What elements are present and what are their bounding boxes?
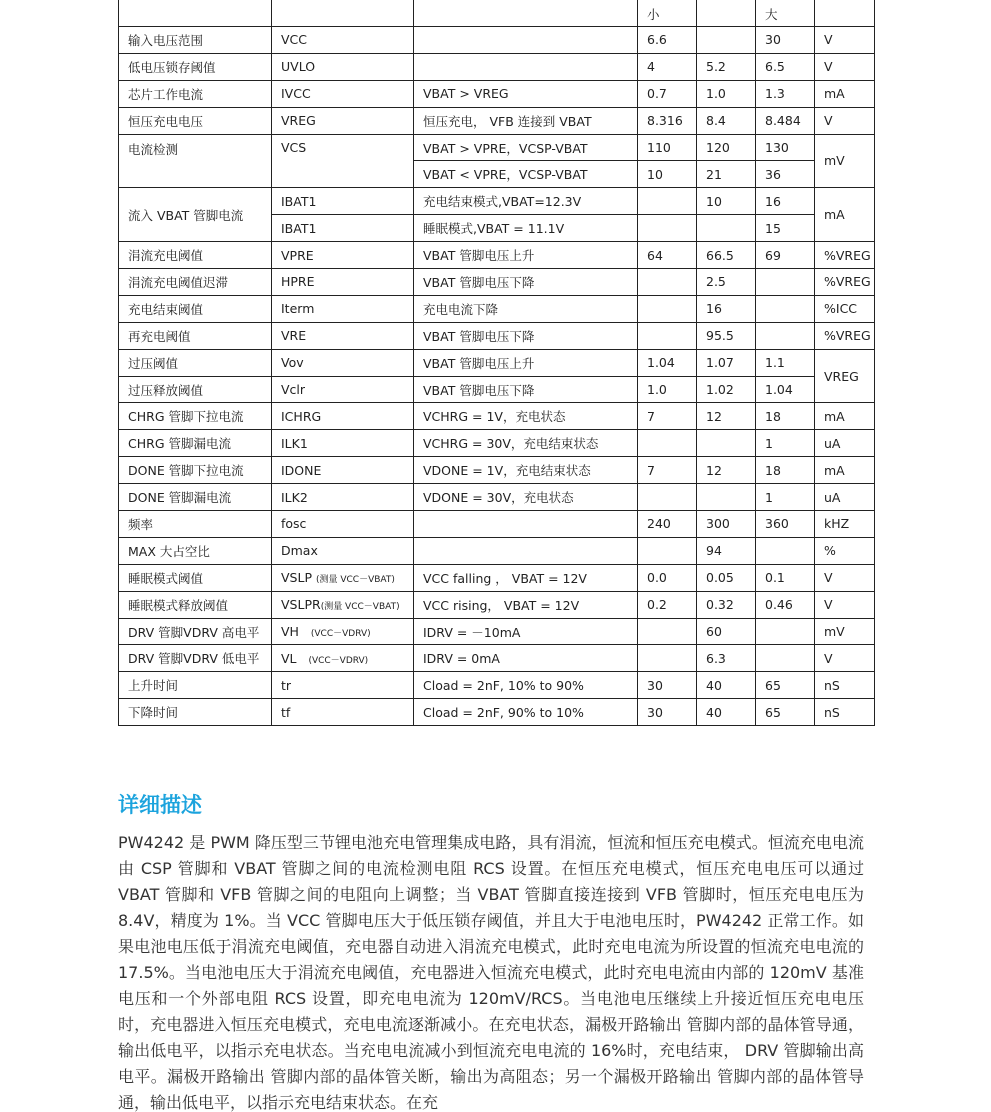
min-cell — [638, 537, 697, 564]
table-header-row — [119, 0, 875, 27]
min-cell: 64 — [638, 242, 697, 269]
param-cell: DRV 管脚VDRV 低电平 — [119, 645, 272, 672]
param-cell: 低电压锁存阈值 — [119, 53, 272, 80]
param-cell: 睡眠模式阈值 — [119, 564, 272, 591]
symbol-text: VSLP — [281, 570, 312, 586]
min-cell: 4 — [638, 53, 697, 80]
min-cell — [638, 295, 697, 322]
symbol-cell: UVLO — [272, 53, 414, 80]
param-cell: MAX 大占空比 — [119, 537, 272, 564]
condition-cell: VBAT 管脚电压上升 — [414, 349, 638, 376]
max-cell: 18 — [756, 457, 815, 484]
typ-cell: 1.02 — [697, 376, 756, 403]
min-cell: 6.6 — [638, 27, 697, 54]
symbol-cell — [272, 618, 414, 645]
condition-cell: IDRV = 0mA — [414, 645, 638, 672]
max-cell: 65 — [756, 672, 815, 699]
max-cell: 30 — [756, 27, 815, 54]
symbol-text: VSLPR — [281, 597, 321, 613]
table-row — [119, 457, 875, 484]
unit-cell: uA — [815, 484, 875, 511]
typ-cell: 5.2 — [697, 53, 756, 80]
max-cell: 360 — [756, 511, 815, 538]
typ-cell: 2.5 — [697, 269, 756, 296]
typ-cell: 66.5 — [697, 242, 756, 269]
condition-cell — [414, 27, 638, 54]
min-cell: 10 — [638, 161, 697, 188]
min-cell — [638, 188, 697, 215]
condition-cell — [414, 511, 638, 538]
typ-cell: 95.5 — [697, 322, 756, 349]
typ-cell: 1.0 — [697, 80, 756, 107]
symbol-cell: HPRE — [272, 269, 414, 296]
unit-cell: V — [815, 53, 875, 80]
header-cell-symbol — [272, 0, 414, 27]
max-cell — [756, 645, 815, 672]
condition-cell — [414, 537, 638, 564]
header-cell-min: 小 — [638, 0, 697, 27]
max-cell: 1 — [756, 484, 815, 511]
unit-cell: mA — [815, 457, 875, 484]
table-row — [119, 537, 875, 564]
unit-cell: kHZ — [815, 511, 875, 538]
typ-cell — [697, 484, 756, 511]
param-cell: 下降时间 — [119, 699, 272, 726]
condition-cell: VBAT > VREG — [414, 80, 638, 107]
condition-cell: VCC falling ， VBAT = 12V — [414, 564, 638, 591]
symbol-note: (测量 VCC－VBAT) — [315, 575, 395, 586]
section-title: 详细描述 — [118, 793, 202, 817]
condition-cell: 睡眠模式,VBAT = 11.1V — [414, 215, 638, 242]
param-cell: 恒压充电电压 — [119, 107, 272, 134]
table-row — [119, 591, 875, 618]
typ-cell: 120 — [697, 134, 756, 161]
condition-cell: VBAT 管脚电压下降 — [414, 269, 638, 296]
min-cell: 240 — [638, 511, 697, 538]
condition-cell: VBAT > VPRE，VCSP-VBAT — [414, 134, 638, 161]
table-row — [119, 618, 875, 645]
symbol-text: VL — [281, 650, 297, 666]
symbol-cell: IDONE — [272, 457, 414, 484]
condition-cell: VBAT 管脚电压下降 — [414, 376, 638, 403]
table-row — [119, 349, 875, 376]
unit-cell: nS — [815, 672, 875, 699]
symbol-note: (VCC－VDRV) — [310, 629, 371, 640]
min-cell — [638, 269, 697, 296]
min-cell: 0.7 — [638, 80, 697, 107]
table-row — [119, 295, 875, 322]
unit-cell: mA — [815, 403, 875, 430]
symbol-cell — [272, 564, 414, 591]
max-cell: 0.46 — [756, 591, 815, 618]
header-cell-typ — [697, 0, 756, 27]
max-cell — [756, 618, 815, 645]
condition-cell: VDONE = 1V，充电结束状态 — [414, 457, 638, 484]
condition-cell: Cload = 2nF, 90% to 10% — [414, 699, 638, 726]
symbol-cell: VRE — [272, 322, 414, 349]
typ-cell: 10 — [697, 188, 756, 215]
max-cell: 1.04 — [756, 376, 815, 403]
symbol-cell: Iterm — [272, 295, 414, 322]
max-cell: 16 — [756, 188, 815, 215]
symbol-cell: IBAT1 — [272, 215, 414, 242]
param-cell: CHRG 管脚下拉电流 — [119, 403, 272, 430]
param-cell: 睡眠模式释放阈值 — [119, 591, 272, 618]
unit-cell: %VREG — [815, 269, 875, 296]
condition-cell: VCC rising， VBAT = 12V — [414, 591, 638, 618]
symbol-cell: VCC — [272, 27, 414, 54]
symbol-cell: Dmax — [272, 537, 414, 564]
unit-cell: nS — [815, 699, 875, 726]
unit-cell: V — [815, 564, 875, 591]
param-cell: CHRG 管脚漏电流 — [119, 430, 272, 457]
typ-cell: 60 — [697, 618, 756, 645]
section-body: PW4242 是 PWM 降压型三节锂电池充电管理集成电路，具有涓流，恒流和恒压充电模式。恒流充电电流由 CSP 管脚和 VBAT 管脚之间的电流检测电阻 RCS 设置。在恒压充电模式，恒压充电电压可以通过 VBAT 管脚和 VFB 管脚之间的电阻向上调整；当 VBAT 管脚直接连接到 VFB 管脚时，恒压充电电压为 8.4V，精度为 1%。当 VCC 管脚电压大于低压锁存阈值，并且大于电池电压时，PW4242 正常工作。如果电池电压低于涓流充电阈值，充电器自动进入涓流充电模式，此时充电电流为所设置的恒流充电电流的 17.5%。当电池电压大于涓流充电阈值，充电器进入恒流充电模式，此时充电电流由内部的 120mV 基准电压和一个外部电阻 RCS 设置，即充电电流为 120mV/RCS。当电池电压继续上升接近恒压充电电压时，充电器进入恒压充电模式，充电电流逐渐减小。在充电状态，漏极开路输出 管脚内部的晶体管导通，输出低电平，以指示充电状态。当充电电流减小到恒流充电电流的 16%时，充电结束， DRV 管脚输出高电平。漏极开路输出 管脚内部的晶体管关断，输出为高阻态；另一个漏极开路输出 管脚内部的晶体管导通，输出低电平，以指示充电结束状态。在充 — [118, 833, 864, 1112]
min-cell: 0.0 — [638, 564, 697, 591]
param-cell: 过压阈值 — [119, 349, 272, 376]
param-cell: 频率 — [119, 511, 272, 538]
max-cell: 18 — [756, 403, 815, 430]
symbol-cell: tr — [272, 672, 414, 699]
max-cell: 130 — [756, 134, 815, 161]
condition-cell: Cload = 2nF, 10% to 90% — [414, 672, 638, 699]
table-row — [119, 511, 875, 538]
table-row — [119, 53, 875, 80]
symbol-cell: VPRE — [272, 242, 414, 269]
condition-cell: 充电电流下降 — [414, 295, 638, 322]
condition-cell — [414, 53, 638, 80]
table-row — [119, 403, 875, 430]
symbol-cell: IVCC — [272, 80, 414, 107]
table-row — [119, 27, 875, 54]
symbol-cell: IBAT1 — [272, 188, 414, 215]
unit-cell: V — [815, 591, 875, 618]
table-row — [119, 645, 875, 672]
condition-cell: VDONE = 30V，充电状态 — [414, 484, 638, 511]
symbol-text: VH — [281, 624, 299, 640]
condition-cell: VBAT 管脚电压上升 — [414, 242, 638, 269]
symbol-cell: ICHRG — [272, 403, 414, 430]
max-cell: 15 — [756, 215, 815, 242]
condition-cell: IDRV = －10mA — [414, 618, 638, 645]
min-cell: 110 — [638, 134, 697, 161]
param-cell: 过压释放阈值 — [119, 376, 272, 403]
symbol-cell: Vclr — [272, 376, 414, 403]
table-row — [119, 699, 875, 726]
symbol-cell: ILK1 — [272, 430, 414, 457]
unit-cell: %VREG — [815, 242, 875, 269]
max-cell: 69 — [756, 242, 815, 269]
symbol-cell — [272, 645, 414, 672]
min-cell: 1.04 — [638, 349, 697, 376]
table-row — [119, 134, 875, 161]
param-cell: 充电结束阈值 — [119, 295, 272, 322]
unit-cell: uA — [815, 430, 875, 457]
table-row — [119, 269, 875, 296]
symbol-cell: VCS — [272, 134, 414, 188]
max-cell — [756, 269, 815, 296]
param-cell: 再充电阈值 — [119, 322, 272, 349]
unit-cell: mA — [815, 80, 875, 107]
min-cell: 7 — [638, 457, 697, 484]
unit-cell: V — [815, 107, 875, 134]
typ-cell: 1.07 — [697, 349, 756, 376]
max-cell: 65 — [756, 699, 815, 726]
max-cell: 1 — [756, 430, 815, 457]
param-cell: 输入电压范围 — [119, 27, 272, 54]
typ-cell: 8.4 — [697, 107, 756, 134]
table-row — [119, 322, 875, 349]
table-row — [119, 430, 875, 457]
table-row — [119, 80, 875, 107]
unit-cell: V — [815, 645, 875, 672]
unit-cell: %VREG — [815, 322, 875, 349]
unit-cell: % — [815, 537, 875, 564]
condition-cell: VBAT 管脚电压下降 — [414, 322, 638, 349]
max-cell: 0.1 — [756, 564, 815, 591]
typ-cell: 0.32 — [697, 591, 756, 618]
symbol-cell: ILK2 — [272, 484, 414, 511]
table-row — [119, 242, 875, 269]
symbol-cell: tf — [272, 699, 414, 726]
typ-cell: 6.3 — [697, 645, 756, 672]
symbol-cell: Vov — [272, 349, 414, 376]
min-cell: 1.0 — [638, 376, 697, 403]
min-cell: 30 — [638, 672, 697, 699]
typ-cell: 12 — [697, 457, 756, 484]
typ-cell: 0.05 — [697, 564, 756, 591]
typ-cell: 94 — [697, 537, 756, 564]
condition-cell: 充电结束模式,VBAT=12.3V — [414, 188, 638, 215]
min-cell — [638, 322, 697, 349]
condition-cell: 恒压充电， VFB 连接到 VBAT — [414, 107, 638, 134]
min-cell: 0.2 — [638, 591, 697, 618]
table-row — [119, 672, 875, 699]
typ-cell: 16 — [697, 295, 756, 322]
min-cell — [638, 645, 697, 672]
table-row — [119, 484, 875, 511]
header-cell-max: 大 — [756, 0, 815, 27]
max-cell: 1.3 — [756, 80, 815, 107]
param-cell: 芯片工作电流 — [119, 80, 272, 107]
typ-cell: 21 — [697, 161, 756, 188]
max-cell — [756, 295, 815, 322]
symbol-note: (VCC－VDRV) — [308, 655, 369, 666]
table-row — [119, 188, 875, 215]
param-cell: DONE 管脚漏电流 — [119, 484, 272, 511]
condition-cell: VBAT < VPRE，VCSP-VBAT — [414, 161, 638, 188]
max-cell — [756, 322, 815, 349]
header-cell-unit — [815, 0, 875, 27]
typ-cell: 12 — [697, 403, 756, 430]
typ-cell — [697, 27, 756, 54]
table-row — [119, 564, 875, 591]
param-cell: DONE 管脚下拉电流 — [119, 457, 272, 484]
min-cell: 7 — [638, 403, 697, 430]
symbol-cell: fosc — [272, 511, 414, 538]
typ-cell: 40 — [697, 699, 756, 726]
unit-cell: mV — [815, 134, 875, 188]
min-cell — [638, 430, 697, 457]
condition-cell: VCHRG = 1V，充电状态 — [414, 403, 638, 430]
param-cell: 涓流充电阈值迟滞 — [119, 269, 272, 296]
param-cell: 上升时间 — [119, 672, 272, 699]
header-cell-param — [119, 0, 272, 27]
unit-cell: VREG — [815, 349, 875, 403]
table-row — [119, 376, 875, 403]
min-cell: 30 — [638, 699, 697, 726]
symbol-cell: VREG — [272, 107, 414, 134]
unit-cell: V — [815, 27, 875, 54]
typ-cell: 300 — [697, 511, 756, 538]
unit-cell: %ICC — [815, 295, 875, 322]
max-cell: 8.484 — [756, 107, 815, 134]
electrical-characteristics-table — [118, 0, 875, 726]
table-row — [119, 107, 875, 134]
min-cell — [638, 618, 697, 645]
param-cell: 流入 VBAT 管脚电流 — [119, 188, 272, 242]
typ-cell: 40 — [697, 672, 756, 699]
max-cell — [756, 537, 815, 564]
condition-cell: VCHRG = 30V，充电结束状态 — [414, 430, 638, 457]
symbol-cell — [272, 591, 414, 618]
typ-cell — [697, 215, 756, 242]
unit-cell: mA — [815, 188, 875, 242]
max-cell: 36 — [756, 161, 815, 188]
min-cell — [638, 215, 697, 242]
min-cell — [638, 484, 697, 511]
min-cell: 8.316 — [638, 107, 697, 134]
max-cell: 6.5 — [756, 53, 815, 80]
header-cell-condition — [414, 0, 638, 27]
max-cell: 1.1 — [756, 349, 815, 376]
symbol-note: (测量 VCC－VBAT) — [320, 602, 400, 613]
param-cell: DRV 管脚VDRV 高电平 — [119, 618, 272, 645]
param-cell: 涓流充电阈值 — [119, 242, 272, 269]
typ-cell — [697, 430, 756, 457]
param-cell: 电流检测 — [119, 134, 272, 188]
unit-cell: mV — [815, 618, 875, 645]
